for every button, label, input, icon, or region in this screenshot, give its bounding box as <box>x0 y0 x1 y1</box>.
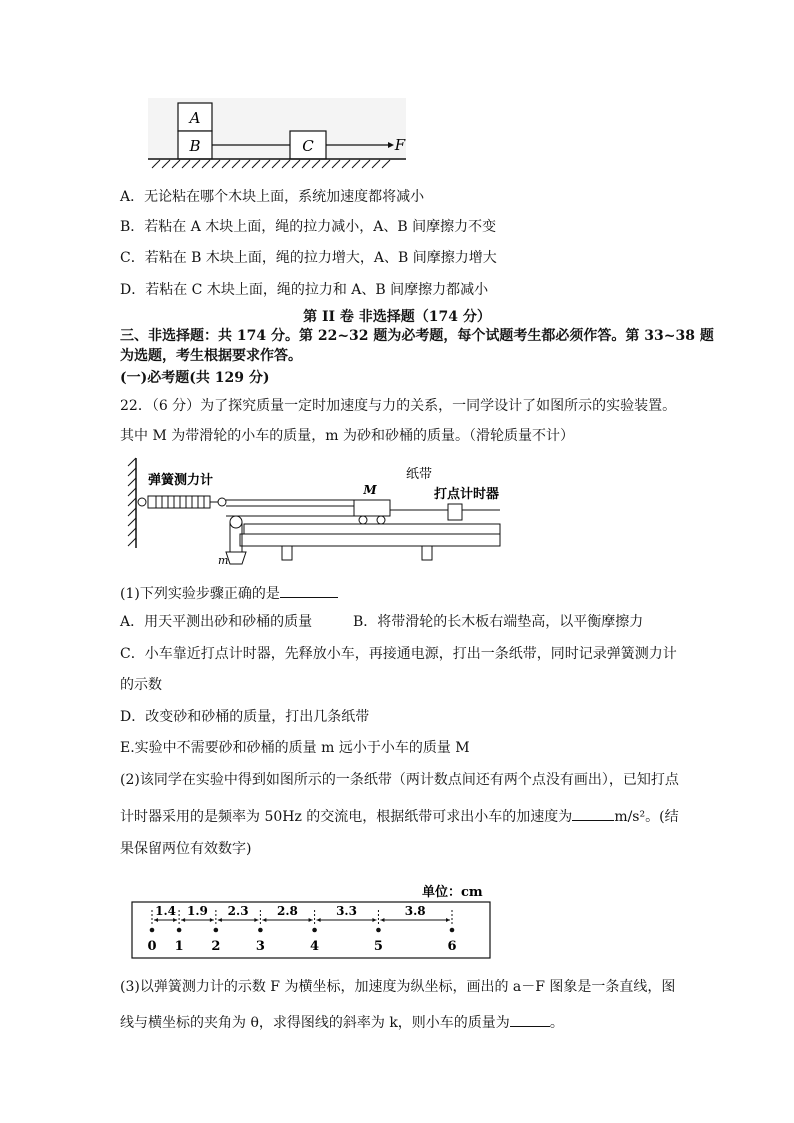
tape-point-label: 5 <box>373 939 383 954</box>
sub2-answer-blank[interactable] <box>572 806 614 821</box>
tape-point <box>214 928 219 933</box>
sub2-line1: (2)该同学在实验中得到如图所示的一条纸带（两计数点间还有两个点没有画出），已知打点 <box>120 772 679 788</box>
sub3-line1: (3)以弹簧测力计的示数 F 为横坐标，加速度为纵坐标，画出的 a－F 图象是一条直线，图 <box>120 979 676 995</box>
tape-unit-label: 单位：cm <box>422 885 483 900</box>
sub1-option-a: A．用天平测出砂和砂桶的质量 <box>120 614 313 630</box>
sub1-option-c1: C．小车靠近打点计时器，先释放小车，再接通电源，打出一条纸带，同时记录弹簧测力计 <box>120 646 677 662</box>
tape-point-label: 1 <box>174 939 184 954</box>
tape-point-label: 0 <box>147 939 157 954</box>
tape-segment-label: 1.9 <box>187 904 208 918</box>
option-a: A．无论粘在哪个木块上面，系统加速度都将减小 <box>120 189 425 205</box>
tape-label: 纸带 <box>406 467 433 482</box>
bucket-mass-label: m <box>218 554 229 567</box>
sub1-answer-blank[interactable] <box>280 583 338 598</box>
tape-arrowhead <box>380 918 384 922</box>
spring-scale-label: 弹簧测力计 <box>148 473 214 488</box>
block-c-label: C <box>302 137 314 155</box>
section-intro-1: 三、非选择题：共 174 分。第 22~32 题为必考题，每个试题考生都必须作答。第 33~38 题 <box>120 328 714 344</box>
sub3-answer-blank[interactable] <box>510 1012 550 1027</box>
tape-segment-label: 1.4 <box>155 904 176 918</box>
sub3-line2: 线与横坐标的夹角为 θ，求得图线的斜率为 k，则小车的质量为 。 <box>120 1012 564 1032</box>
required-title: (一)必考题(共 129 分) <box>120 370 270 386</box>
sub1-option-b: B．将带滑轮的长木板右端垫高，以平衡摩擦力 <box>353 614 644 630</box>
tape-point <box>312 928 317 933</box>
option-c: C．若粘在 B 木块上面，绳的拉力增大，A、B 间摩擦力增大 <box>120 250 497 266</box>
option-b: B．若粘在 A 木块上面，绳的拉力减小，A、B 间摩擦力不变 <box>120 219 497 235</box>
tape-arrowhead <box>317 918 321 922</box>
timer-label: 打点计时器 <box>434 487 500 502</box>
tape-arrowhead <box>254 918 258 922</box>
sub2-line2: 计时器采用的是频率为 50Hz 的交流电，根据纸带可求出小车的加速度为 m/s²。(结 <box>120 806 679 826</box>
section-intro-2: 为选题，考生根据要求作答。 <box>120 348 302 364</box>
tape-arrowhead <box>181 918 185 922</box>
section-title: 第 II 卷 非选择题（174 分） <box>303 309 491 325</box>
force-f-label: F <box>394 136 406 154</box>
apparatus-figure <box>122 452 506 570</box>
blocks-figure <box>148 98 412 170</box>
tape-arrowhead <box>173 918 177 922</box>
block-b-label: B <box>189 137 201 155</box>
tape-point <box>258 928 263 933</box>
tape-arrowhead <box>210 918 214 922</box>
q22-line1: 22．（6 分）为了探究质量一定时加速度与力的关系，一同学设计了如图所示的实验装置。 <box>120 398 677 414</box>
tape-segment-label: 3.3 <box>336 904 357 918</box>
tape-point <box>450 928 455 933</box>
sub1-option-d: D．改变砂和砂桶的质量，打出几条纸带 <box>120 709 370 725</box>
tape-arrowhead <box>262 918 266 922</box>
sub2-line3: 果保留两位有效数字) <box>120 841 252 857</box>
tape-segment-label: 2.8 <box>277 904 298 918</box>
tape-arrowhead <box>446 918 450 922</box>
sub1-question: (1)下列实验步骤正确的是 <box>120 583 338 603</box>
tape-figure <box>126 880 496 962</box>
option-d: D．若粘在 C 木块上面，绳的拉力和 A、B 间摩擦力都减小 <box>120 282 489 298</box>
tape-arrowhead <box>372 918 376 922</box>
car-mass-label: M <box>363 483 377 497</box>
tape-arrowhead <box>154 918 158 922</box>
tape-point <box>150 928 155 933</box>
tape-arrowhead <box>218 918 222 922</box>
sub1-option-e: E.实验中不需要砂和砂桶的质量 m 远小于小车的质量 M <box>120 740 470 756</box>
tape-point <box>177 928 182 933</box>
tape-point-label: 3 <box>255 939 265 954</box>
tape-point <box>376 928 381 933</box>
tape-segment-label: 2.3 <box>227 904 249 918</box>
q22-line2: 其中 M 为带滑轮的小车的质量，m 为砂和砂桶的质量。（滑轮质量不计） <box>120 428 574 444</box>
tape-point-label: 4 <box>310 939 320 954</box>
tape-arrowhead <box>309 918 313 922</box>
tape-segment-label: 3.8 <box>404 904 426 918</box>
sub1-option-c2: 的示数 <box>120 677 162 693</box>
block-a-label: A <box>189 109 201 127</box>
tape-point-label: 6 <box>447 939 457 954</box>
tape-point-label: 2 <box>211 939 221 954</box>
